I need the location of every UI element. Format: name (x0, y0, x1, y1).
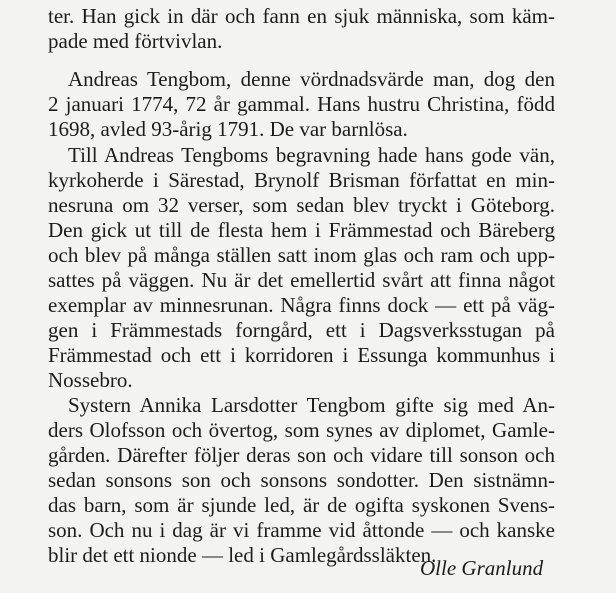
text-line: Systern Annika Larsdotter Tengbom gifte sig med An- (68, 393, 555, 417)
text-line: ter. Han gick in där och fann en sjuk människa, som käm- (48, 4, 555, 28)
text-line: 2 januari 1774, 72 år gammal. Hans hustru Christina, född (48, 92, 555, 116)
text-line: gården. Därefter följer deras son och vidare till sonson och (48, 443, 555, 467)
text-line: blir det ett nionde — led i Gamlegårdssläkten. (48, 543, 437, 567)
text-line: sedan sonsons son och sonsons sondotter. Den sistnämn- (48, 468, 555, 492)
text-line: kyrkoherde i Särestad, Brynolf Brisman författat en min- (48, 168, 555, 192)
text-line: Främmestad och ett i korridoren i Essunga kommunhus i (48, 343, 555, 367)
text-line: Nossebro. (48, 368, 133, 392)
text-line: sattes på väggen. Nu är det emellertid svårt att finna något (48, 268, 555, 292)
text-line: exemplar av minnesrunan. Några finns dock — ett på väg- (48, 293, 555, 317)
text-line: och blev på många ställen satt inom glas och ram och upp- (48, 243, 555, 267)
text-line: Till Andreas Tengboms begravning hade hans gode vän, (68, 143, 555, 167)
signature: Olle Granlund (420, 556, 544, 580)
text-line: son. Och nu i dag är vi framme vid åttonde — och kanske (48, 518, 555, 542)
text-line: ders Olofsson och övertog, som synes av diplomet, Gamle- (48, 418, 555, 442)
text-line: nesruna om 32 verser, som sedan blev tryckt i Göteborg. (48, 193, 555, 217)
text-line: Andreas Tengbom, denne vördnadsvärde man, dog den (68, 67, 555, 91)
text-line: 1698, avled 93-årig 1791. De var barnlösa. (48, 117, 408, 141)
text-line: gen i Främmestads forngård, ett i Dagsverksstugan på (48, 318, 555, 342)
text-line: das barn, som är sjunde led, är de ogifta syskonen Svens- (48, 493, 555, 517)
text-line: Den gick ut till de flesta hem i Främmestad och Bäreberg (48, 218, 555, 242)
text-line: pade med förtvivlan. (48, 29, 223, 53)
